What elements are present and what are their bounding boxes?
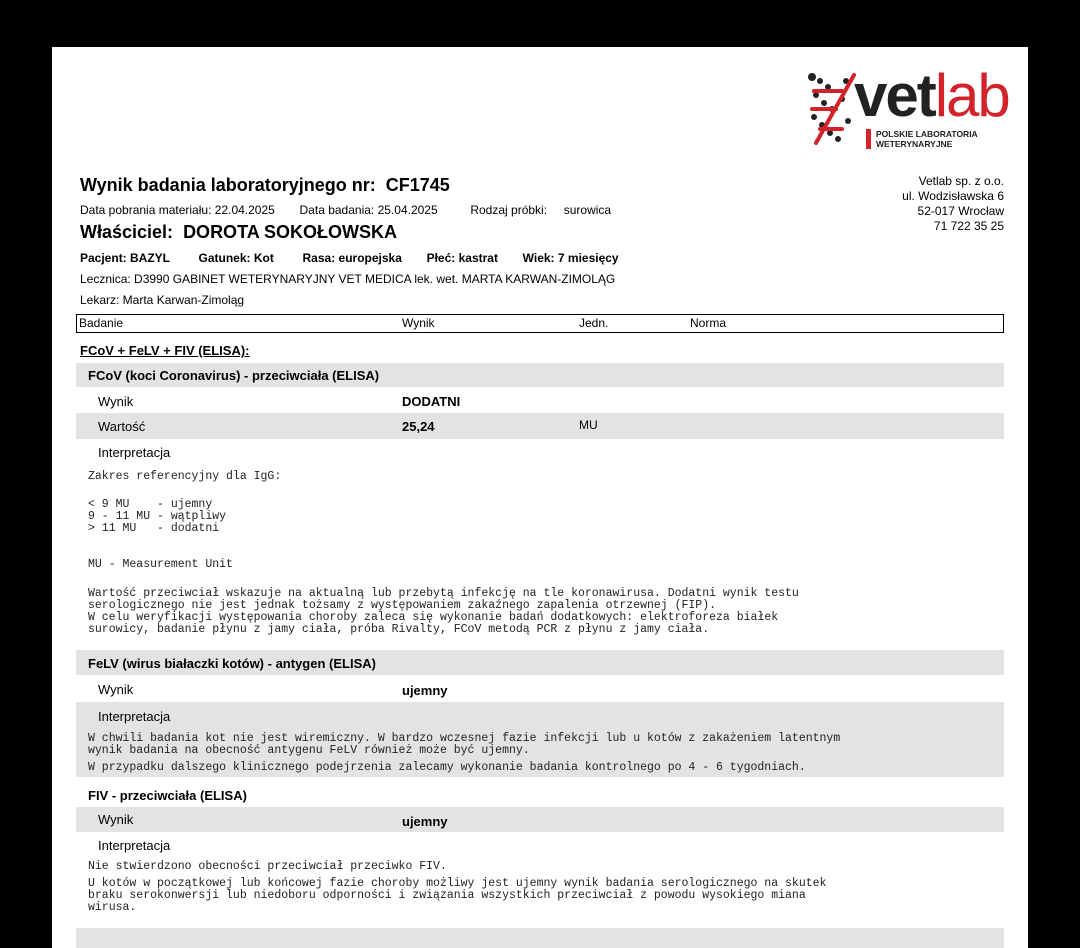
patient-species: Gatunek: Kot <box>198 251 274 265</box>
test-date: 25.04.2025 <box>377 203 438 217</box>
fiv-interp-label: Interpretacja <box>98 838 171 853</box>
sample-type: surowica <box>563 203 612 217</box>
logo-brand-light: lab <box>934 62 1009 129</box>
patient-row <box>80 251 619 265</box>
patient-sex: Płeć: kastrat <box>426 251 498 265</box>
col-norm: Norma <box>690 316 727 330</box>
fcov-result-value: DODATNI <box>402 394 461 409</box>
clinic-line: Lecznica: D3990 GABINET WETERYNARYJNY VET MEDICA lek. wet. MARTA KARWAN-ZIMOLĄG <box>80 272 616 286</box>
bottom-bar <box>76 928 1004 948</box>
sample-info-row <box>80 203 611 217</box>
fcov-ref-2: 9 - 11 MU - wątpliwy <box>88 510 227 523</box>
fcov-ref-3: > 11 MU - dodatni <box>88 522 220 535</box>
column-header <box>76 314 1004 333</box>
doctor-line: Lekarz: Marta Karwan-Zimoląg <box>80 293 245 307</box>
fcov-value-bar <box>76 413 1004 439</box>
report-number: CF1745 <box>385 175 450 195</box>
felv-title: FeLV (wirus białaczki kotów) - antygen (ELISA) <box>88 656 376 671</box>
fiv-desc-3: braku serokonwersji lub niedoboru odporności i związania wszystkich przeciwciał z powodu wysokiego miana <box>88 889 806 902</box>
company-city: 52-017 Wrocław <box>917 204 1004 218</box>
company-address <box>902 174 1004 234</box>
felv-result-label: Wynik <box>98 682 134 697</box>
fcov-unit: MU <box>579 418 598 432</box>
title-label: Wynik badania laboratoryjnego nr: <box>80 175 376 195</box>
page-title <box>80 175 450 196</box>
felv-result-value: ujemny <box>402 683 448 698</box>
patient-age: Wiek: 7 miesięcy <box>522 251 619 265</box>
company-name: Vetlab sp. z o.o. <box>918 174 1004 188</box>
fcov-desc-2: serologicznego nie jest jednak tożsamy z występowaniem zakaźnego zapalenia otrzewnej (FIP). <box>88 599 717 612</box>
fiv-desc-2: U kotów w początkowej lub końcowej fazie choroby możliwy jest ujemny wynik badania serologicznego na skutek <box>88 877 827 890</box>
fcov-ref-title: Zakres referencyjny dla IgG: <box>88 470 282 483</box>
col-unit: Jedn. <box>579 316 609 330</box>
vetlab-logo <box>802 62 1012 149</box>
collection-date: 22.04.2025 <box>214 203 275 217</box>
logo-tagline-2: WETERYNARYJNE <box>876 139 953 149</box>
fcov-title: FCoV (koci Coronavirus) - przeciwciała (ELISA) <box>88 368 380 383</box>
fcov-mu-note: MU - Measurement Unit <box>88 558 233 571</box>
company-street: ul. Wodzisławska 6 <box>902 189 1004 203</box>
logo-brand-bold: vet <box>854 62 935 129</box>
company-phone: 71 722 35 25 <box>933 219 1004 233</box>
test-date-label: Data badania: <box>299 203 375 217</box>
sample-type-label: Rodzaj próbki: <box>470 203 548 217</box>
fcov-interp-label: Interpretacja <box>98 445 171 460</box>
felv-desc-2: wynik badania na obecność antygenu FeLV również może być ujemny. <box>88 744 530 757</box>
fcov-ref-1: < 9 MU - ujemny <box>88 498 213 511</box>
felv-desc-3: W przypadku dalszego klinicznego podejrzenia zalecamy wykonanie badania kontrolnego po 4 - 6 tygodniach. <box>88 761 806 774</box>
fcov-desc-1: Wartość przeciwciał wskazuje na aktualną lub przebytą infekcję na tle koronawirusa. Dodatni wynik testu <box>88 587 799 600</box>
logo-tagline-1: POLSKIE LABORATORIA <box>876 129 978 139</box>
fiv-desc-4: wirusa. <box>88 901 137 914</box>
fiv-desc-1: Nie stwierdzono obecności przeciwciał przeciwko FIV. <box>88 860 447 873</box>
fcov-desc-4: surowicy, badanie płynu z jamy ciała, próba Rivalty, FCoV metodą PCR z płynu z jamy ciała. <box>88 623 710 636</box>
fcov-value: 25,24 <box>402 419 435 434</box>
owner-label: Właściciel: <box>80 222 174 242</box>
felv-desc-1: W chwili badania kot nie jest wiremiczny. W bardzo wczesnej fazie infekcji lub u kotów z zakażeniem latentnym <box>88 732 841 745</box>
panel-title: FCoV + FeLV + FIV (ELISA): <box>80 343 250 358</box>
fiv-result-bar <box>76 807 1004 832</box>
owner-line <box>80 222 397 243</box>
dna-helix-icon <box>802 69 862 149</box>
col-result: Wynik <box>402 316 435 330</box>
fiv-title: FIV - przeciwciała (ELISA) <box>88 788 247 803</box>
fiv-result-value: ujemny <box>402 814 448 829</box>
felv-interp-label: Interpretacja <box>98 709 171 724</box>
fcov-value-label: Wartość <box>98 419 146 434</box>
collection-date-label: Data pobrania materiału: <box>80 203 212 217</box>
owner-name: DOROTA SOKOŁOWSKA <box>183 222 398 242</box>
patient-name: Pacjent: BAZYL <box>80 251 170 265</box>
logo-tagline-bar <box>866 129 871 149</box>
fcov-result-label: Wynik <box>98 394 134 409</box>
patient-breed: Rasa: europejska <box>302 251 402 265</box>
fcov-desc-3: W celu weryfikacji występowania choroby zaleca się wykonanie badań dodatkowych: elektroforeza białek <box>88 611 779 624</box>
report-page <box>52 47 1028 948</box>
fiv-result-label: Wynik <box>98 812 134 827</box>
col-test: Badanie <box>79 316 124 330</box>
